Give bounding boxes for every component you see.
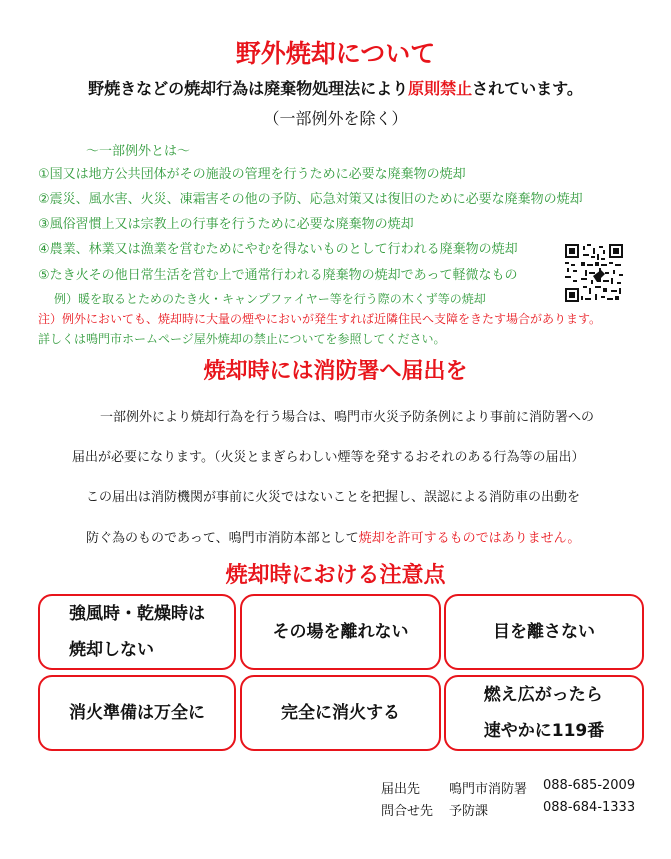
- exception-item-3: ③風俗習慣上又は宗教上の行事を行うために必要な廃棄物の焼却: [38, 217, 414, 232]
- qr-code-icon: [565, 244, 623, 302]
- caution-box-text: 目を離さない: [493, 622, 595, 642]
- cautions-title: 焼却時における注意点: [225, 563, 446, 588]
- notice-p4-before: 防ぐ為のものであって、鳴門市消防本部として: [86, 531, 359, 546]
- caution-box-text: その場を離れない: [272, 622, 409, 642]
- notice-paragraph-1: 一部例外により焼却行為を行う場合は、鳴門市火災予防条例により事前に消防署への: [100, 410, 595, 425]
- lead-highlight: 原則禁止: [408, 79, 473, 98]
- lead-subtext: （一部例外を除く）: [263, 109, 408, 128]
- exceptions-heading: ～一部例外とは～: [86, 144, 191, 159]
- caution-box-text: 消火準備は万全に: [69, 703, 205, 723]
- caution-box-watch: [444, 594, 644, 670]
- notice-title: 焼却時には消防署へ届出を: [203, 359, 468, 384]
- contact-tel-1: 088-685-2009: [543, 778, 636, 793]
- exception-item-4: ④農業、林業又は漁業を営むためにやむを得ないものとして行われる廃棄物の焼却: [38, 242, 518, 257]
- notice-p4-highlight: 焼却を許可するものではありません。: [358, 531, 581, 546]
- lead-text: [0, 76, 671, 99]
- caution-box-text: 強風時・乾燥時は 焼却しない: [69, 604, 205, 660]
- contact-label-1: 届出先: [381, 782, 421, 797]
- contact-org-1: 鳴門市消防署: [449, 782, 528, 797]
- contact-tel-2: 088-684-1333: [543, 800, 636, 815]
- caution-box-text: 完全に消火する: [281, 703, 400, 723]
- notice-paragraph-3: この届出は消防機関が事前に火災ではないことを把握し、誤認による消防車の出動を: [86, 490, 581, 505]
- caution-box-strong-wind: [38, 594, 236, 670]
- exception-item-5: ⑤たき火その他日常生活を営む上で通常行われる廃棄物の焼却であって軽微なもの: [38, 268, 518, 283]
- caution-box-call-119: [444, 675, 644, 751]
- lead-after: されています。: [472, 79, 583, 98]
- caution-box-extinguisher: [38, 675, 236, 751]
- exception-item-1: ①国又は地方公共団体がその施設の管理を行うために必要な廃棄物の焼却: [38, 167, 466, 182]
- lead-before: 野焼きなどの焼却行為は廃棄物処理法により: [88, 79, 409, 98]
- exception-item-2: ②震災、風水害、火災、凍霜害その他の予防、応急対策又は復旧のために必要な廃棄物の焼却: [38, 192, 583, 207]
- caution-box-text: 燃え広がったら 速やかに119番: [483, 685, 605, 741]
- notice-paragraph-4: [86, 527, 580, 546]
- exception-detail: 詳しくは鳴門市ホームページ屋外焼却の禁止についてを参照してください。: [38, 332, 446, 346]
- exception-caution: 注）例外においても、焼却時に大量の煙やにおいが発生すれば近隣住民へ支障をきたす場合があります。: [38, 312, 602, 326]
- exception-example: 例）暖を取るとためのたき火・キャンプファイヤー等を行う際の木くず等の焼却: [54, 292, 486, 306]
- page-title: 野外焼却について: [235, 39, 436, 68]
- contact-org-2: 予防課: [449, 804, 489, 819]
- caution-box-extinguish: [240, 675, 441, 751]
- notice-paragraph-2: 届出が必要になります。（火災とまぎらわしい煙等を発するおそれのある行為等の届出）: [72, 450, 585, 465]
- caution-box-stay: [240, 594, 441, 670]
- contact-label-2: 問合せ先: [381, 804, 434, 819]
